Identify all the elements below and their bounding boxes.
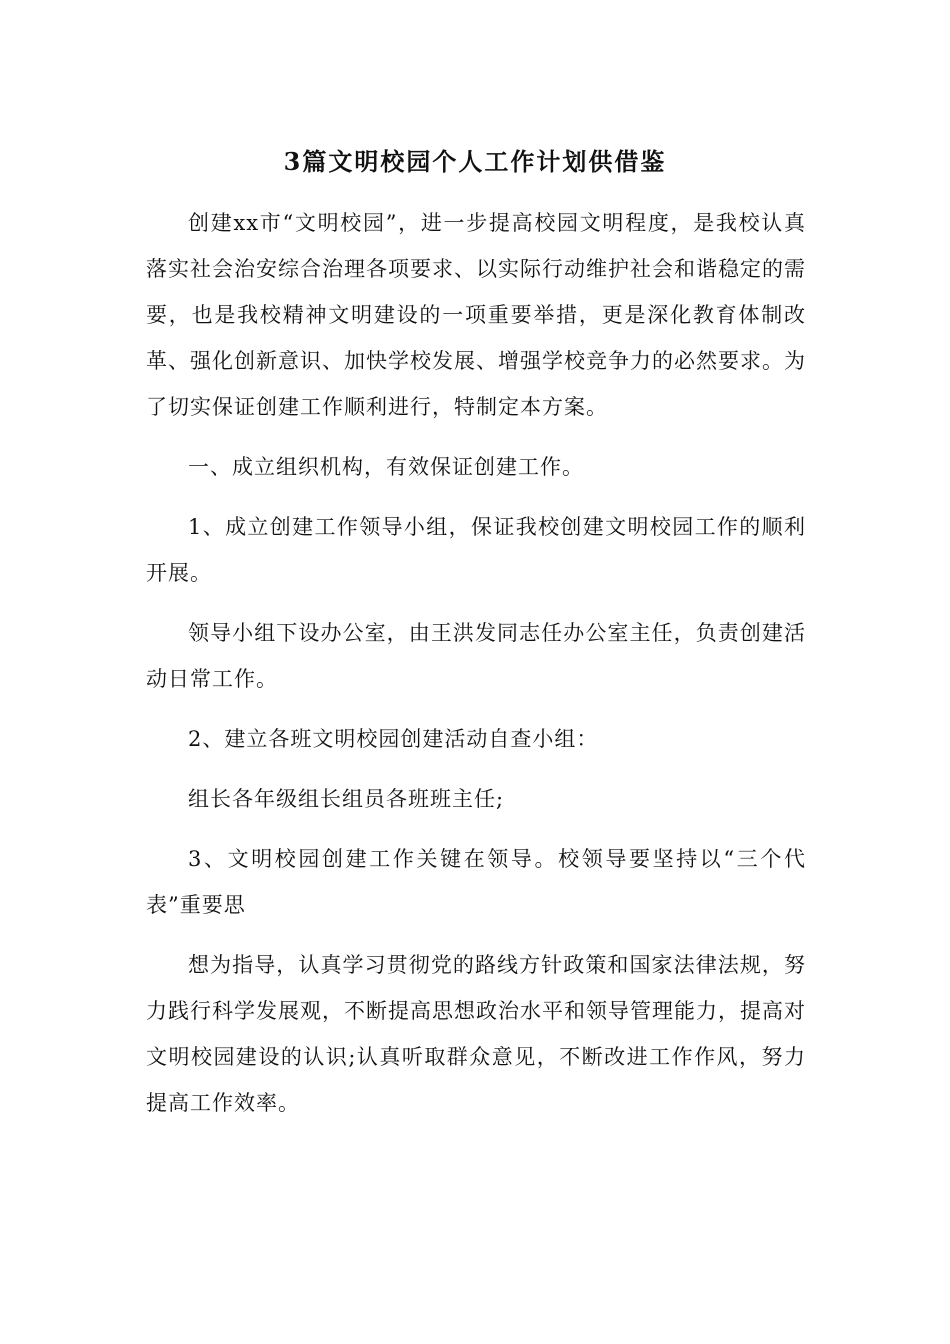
paragraph: 1、成立创建工作领导小组，保证我校创建文明校园工作的顺利开展。 (146, 515, 806, 585)
paragraph: 3、文明校园创建工作关键在领导。校领导要坚持以“三个代表”重要思 (146, 847, 806, 917)
paragraph: 创建xx市“文明校园”，进一步提高校园文明程度，是我校认真落实社会治安综合治理各项要求、以实际行动维护社会和谐稳定的需要，也是我校精神文明建设的一项重要举措，更是深化教育体制改革、强化创新意识、加快学校发展、增强学校竞争力的必然要求。为了切实保证创建工作顺利进行，特制定本方案。 (146, 211, 806, 419)
paragraph: 组长各年级组长组员各班班主任; (188, 787, 505, 811)
paragraph: 想为指导，认真学习贯彻党的路线方针政策和国家法律法规，努力践行科学发展观，不断提高思想政治水平和领导管理能力，提高对文明校园建设的认识;认真听取群众意见，不断改进工作作风，努力提高工作效率。 (146, 953, 806, 1115)
section-heading: 一、成立组织机构，有效保证创建工作。 (188, 455, 584, 479)
paragraph: 领导小组下设办公室，由王洪发同志任办公室主任，负责创建活动日常工作。 (146, 621, 806, 691)
document-title: 3篇文明校园个人工作计划供借鉴 (283, 147, 667, 176)
paragraph: 2、建立各班文明校园创建活动自查小组： (188, 727, 599, 751)
document-body (146, 200, 806, 1140)
